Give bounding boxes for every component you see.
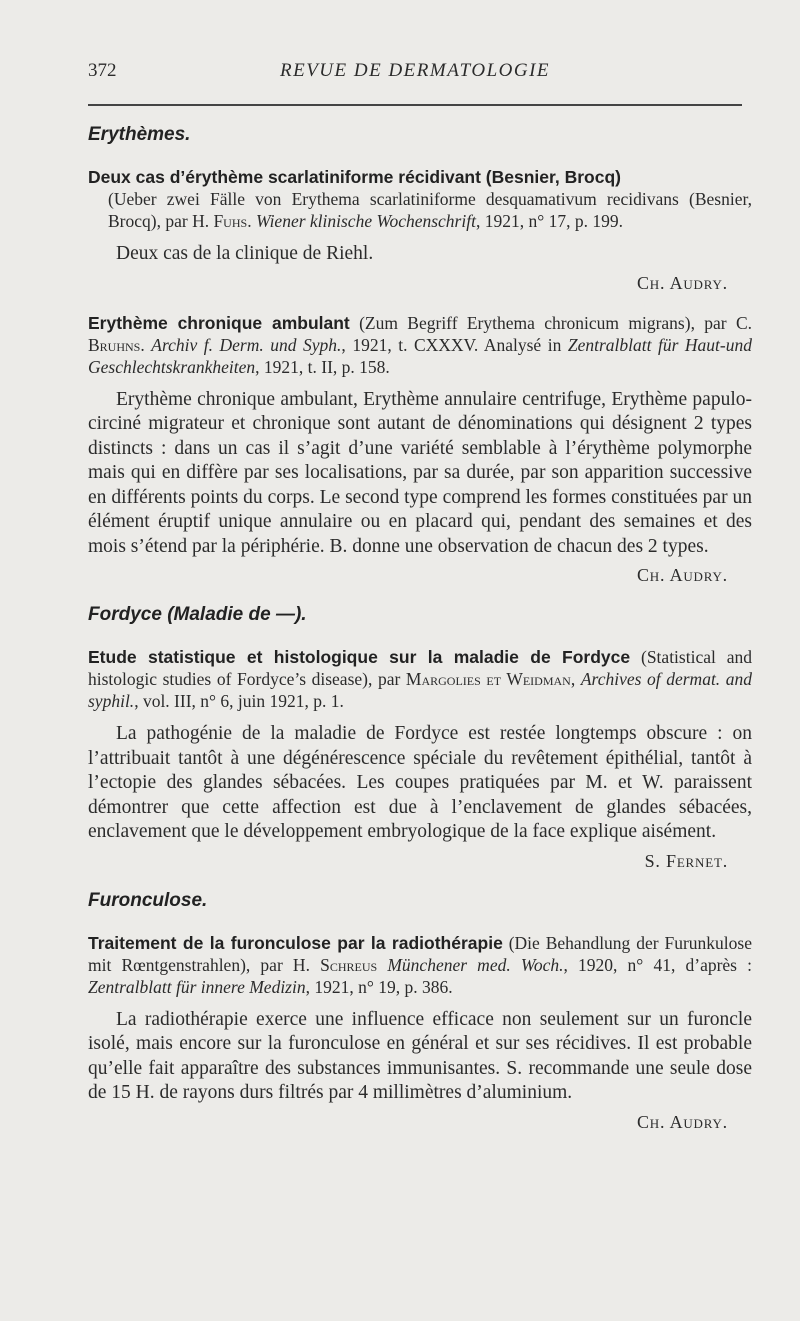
abstract-title: Traitement de la furonculose par la radiothérapie: [88, 932, 503, 953]
abstract-title: Erythème chronique ambulant: [88, 312, 350, 333]
reference-author: Schreus: [320, 954, 378, 975]
reference-text: [377, 955, 387, 975]
abstract-title: Deux cas d’érythème scarlatiniforme récidivant (Besnier, Brocq): [88, 167, 621, 187]
reference-text: , 1920, n° 41, d’après :: [563, 954, 753, 975]
abstract-body: La radiothérapie exerce une influence efficace non seulement sur un furoncle isolé, mais encore sur la furonculose en général et sur ses récidives. Il est probable qu’elle fait apparaître des substances immunisantes. S. recommande une seule dose de 15 H. de rayons durs filtrés par 4 millimètres d’aluminium.: [88, 1008, 752, 1103]
reference-journal-secondary: Zentralblatt für Haut-und Geschlechtskrankheiten: [88, 334, 752, 377]
reference-text: ,: [570, 669, 581, 689]
section-title-fordyce: Fordyce (Maladie de —).: [88, 604, 307, 625]
abstract-fordyce: [88, 646, 752, 872]
section-title-furonculose: Furonculose.: [88, 889, 208, 911]
reference-journal: Münchener med. Woch.: [387, 954, 564, 975]
reference-text: .: [140, 334, 152, 355]
reference-text: , 1921, t. II, p. 158.: [255, 356, 390, 377]
reference-author: Margolies et Weidman: [405, 669, 571, 689]
abstract-reference: [88, 312, 752, 378]
abstract-body: Erythème chronique ambulant, Erythème annulaire centrifuge, Erythème papulo-circiné migrateur et chronique sont autant de dénominations qui désignent 2 types distincts : dans un cas il s’agit d’une variété semblable à l’érythème polymorphe mais qui en diffère par ses localisations, par sa durée, par son apparition successive en différents points du corps. Le second type comprend les formes constituées par un élément éruptif unique annulaire ou en placard qui, pendant des semaines et des mois s’étend par la périphérie. B. donne une observation de chacun des 2 types.: [88, 388, 752, 557]
reference-text: (Ueber zwei Fälle von Erythema scarlatiniforme desquamativum recidivans (Besnier, Brocq), par H.: [108, 189, 752, 231]
reference-author: Fuhs: [213, 211, 248, 231]
reference-text: , 1921, t. CXXXV. Analysé in: [341, 334, 568, 355]
reference-text: (Zum Begriff Erythema chronicum migrans), par C.: [349, 312, 752, 333]
running-header: [88, 60, 742, 96]
signature: S. Fernet.: [644, 850, 728, 871]
abstract-furonculose: [88, 932, 752, 1133]
abstract-reference: [88, 646, 752, 712]
signature: Ch. Audry.: [636, 272, 728, 293]
reference-text: , 1921, n° 19, p. 386.: [305, 976, 453, 997]
reference-text: , 1921, n° 17, p. 199.: [475, 211, 623, 231]
reference-journal: Wiener klinische Wochenschrift: [255, 211, 476, 231]
article-content: [88, 124, 752, 1151]
abstract-title: Etude statistique et histologique sur la maladie de Fordyce: [88, 647, 631, 667]
reference-journal-secondary: Zentralblatt für innere Medizin: [88, 976, 306, 997]
reference-text: .: [247, 211, 256, 231]
abstract-reference: [88, 166, 752, 232]
reference-text: , vol. III, n° 6, juin 1921, p. 1.: [134, 691, 344, 711]
reference-text: (Statistical and histologic studies of Fordyce’s disease), par: [88, 647, 752, 689]
abstract-erytheme-chronique: [88, 312, 752, 587]
abstract-body: Deux cas de la clinique de Riehl.: [116, 243, 374, 264]
page-number: 372: [88, 60, 117, 81]
signature: Ch. Audry.: [636, 1111, 728, 1132]
abstract-reference: [88, 932, 752, 998]
reference-author: Bruhns: [88, 334, 141, 355]
section-title-erythemes: Erythèmes.: [88, 124, 191, 145]
abstract-body: La pathogénie de la maladie de Fordyce est restée longtemps obscure : on l’attribuait tantôt à une dégénérescence spéciale du revêtement épithélial, tantôt à l’ectopie des glandes sébacées. Les coupes pratiquées par M. et W. paraissent démontrer que cette affection est due à l’enclavement de glandes sébacées, enclavement que le développement embryologique de la face explique aisément.: [88, 723, 752, 842]
header-rule: [88, 104, 742, 106]
abstract-erytheme-scarlatiniforme: [88, 166, 752, 294]
journal-title: REVUE DE DERMATOLOGIE: [279, 60, 551, 81]
reference-text: (Die Behandlung der Furunkulose mit Rœntgenstrahlen), par H.: [88, 932, 752, 975]
reference-journal: Archiv f. Derm. und Syph.: [151, 334, 342, 355]
signature: Ch. Audry.: [636, 565, 728, 585]
reference-journal: Archives of dermat. and syphil.: [88, 669, 753, 711]
